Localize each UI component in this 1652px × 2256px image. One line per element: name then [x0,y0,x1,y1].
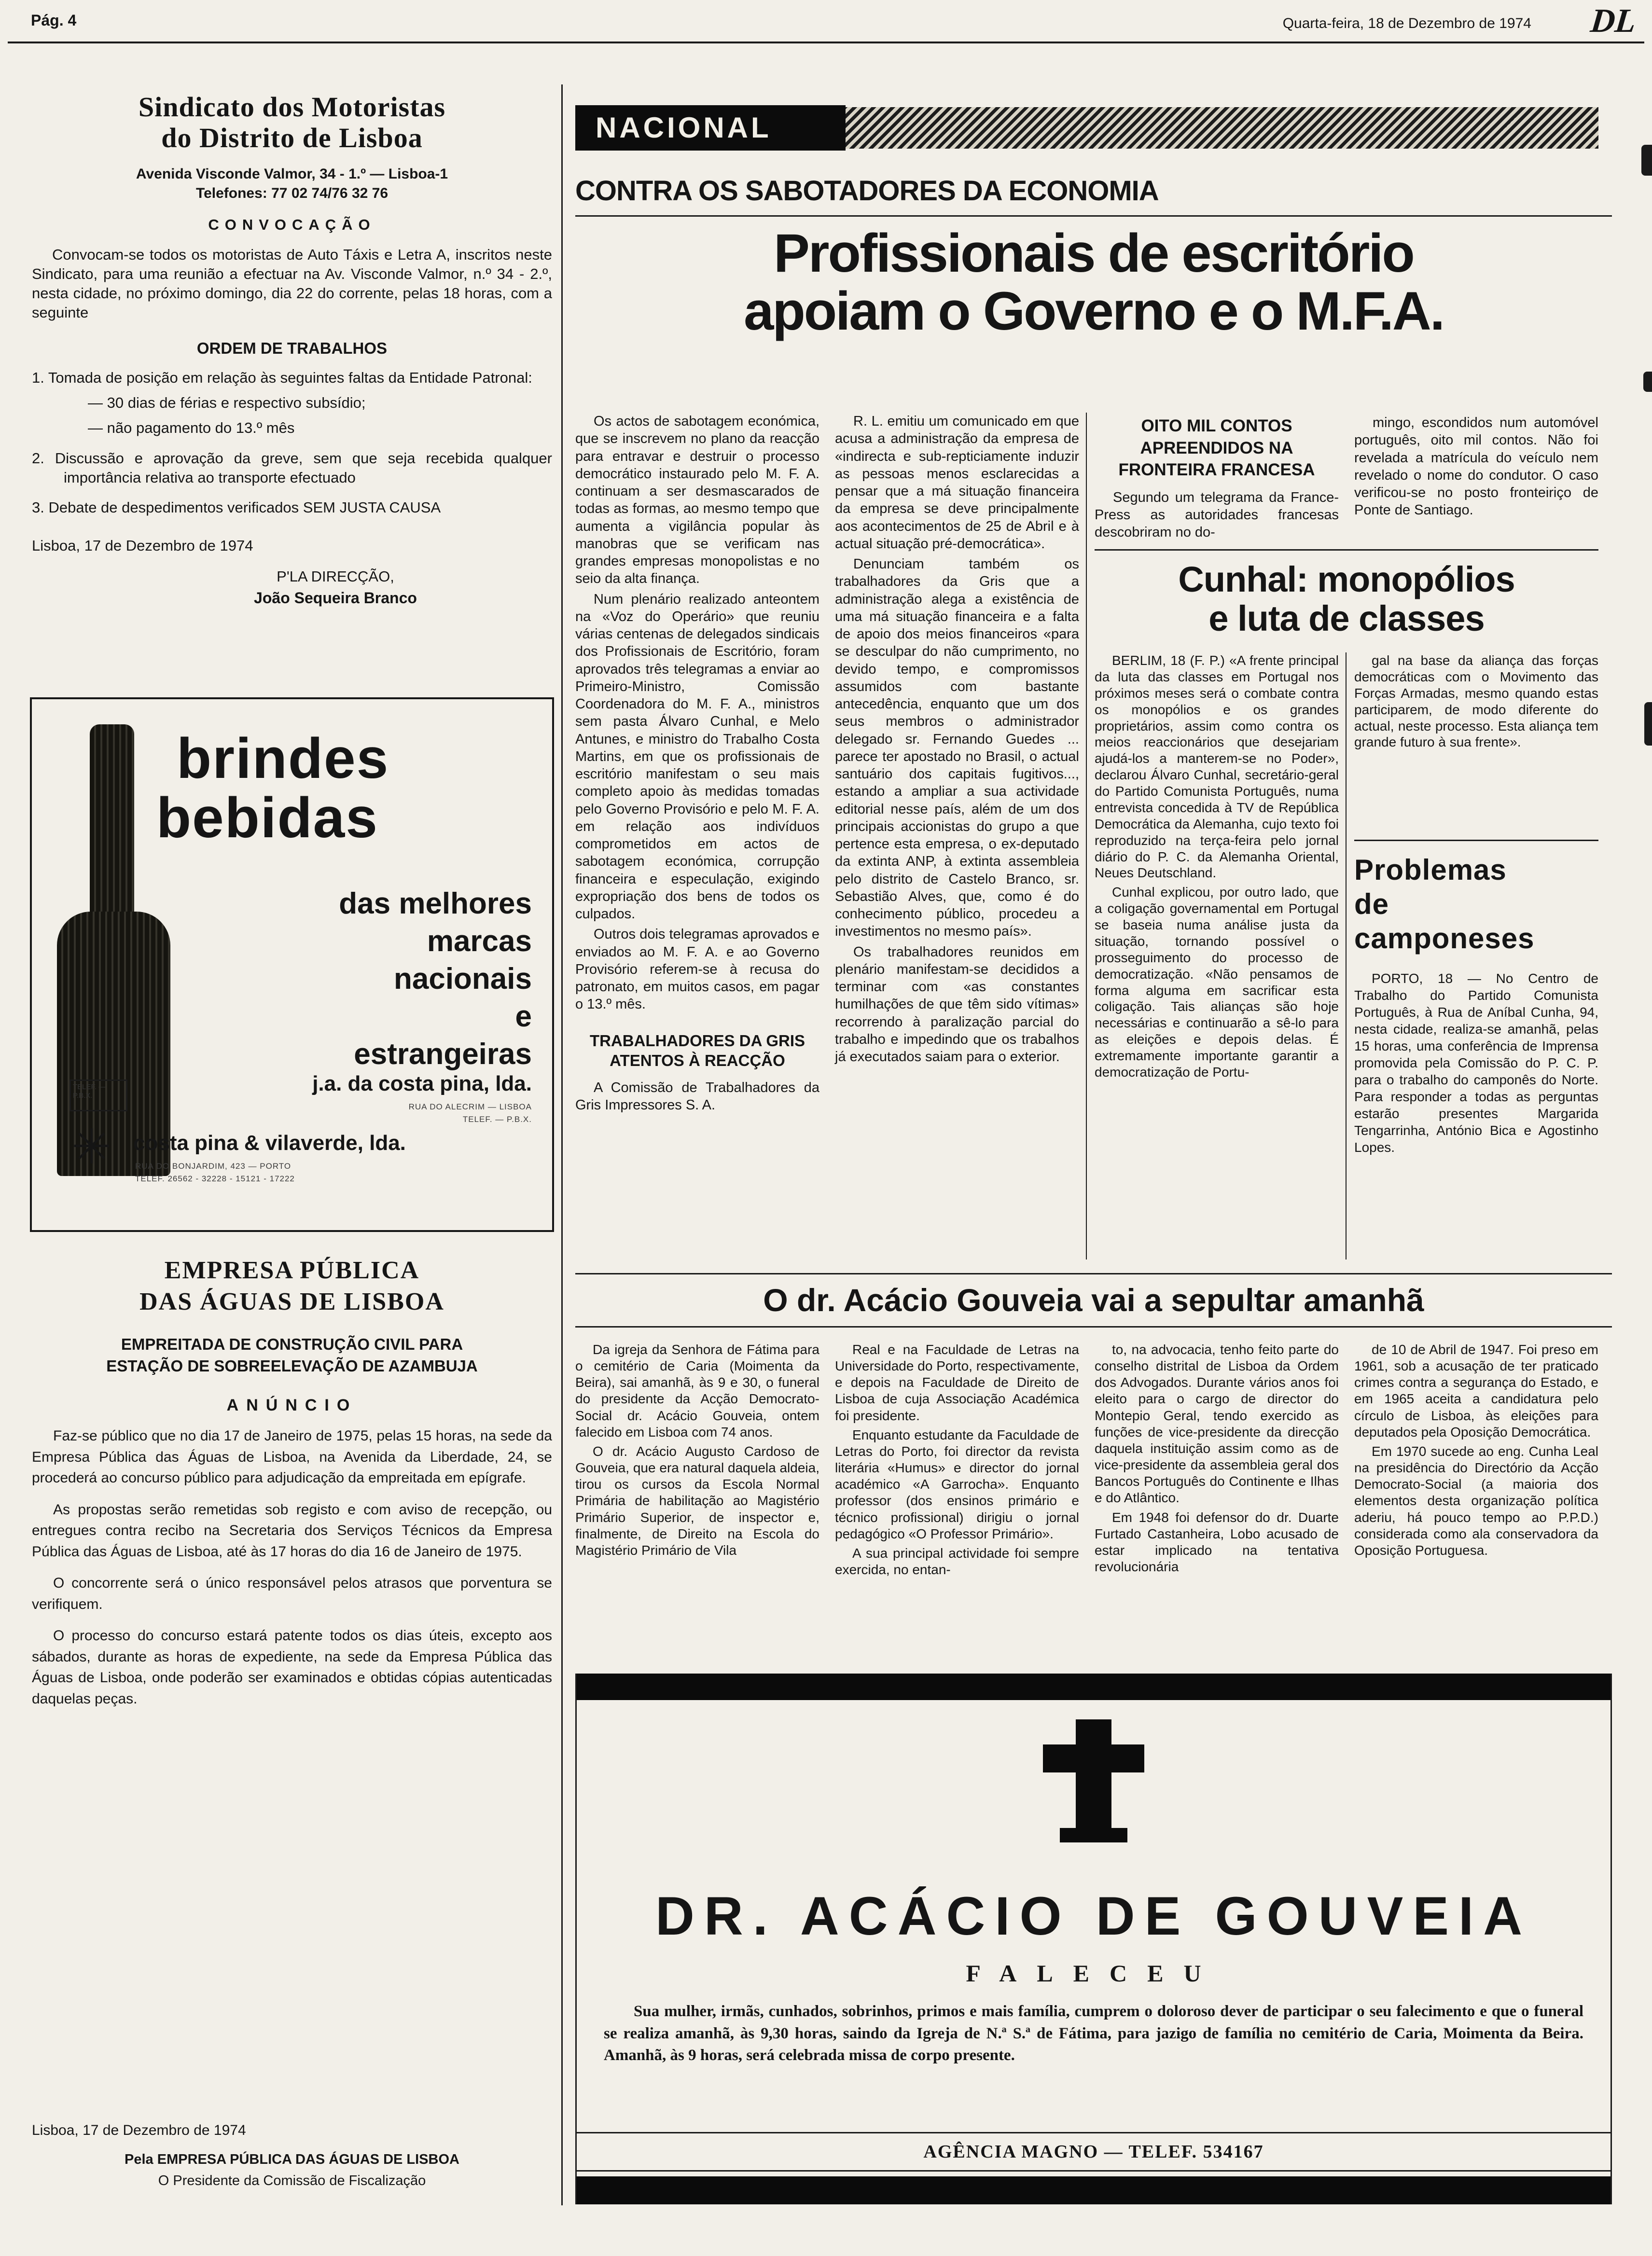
masthead-logo: DL [1588,2,1638,40]
article-paragraph: BERLIM, 18 (F. P.) «A frente principal da luta das classes em Portugal nos próximos meses será o combate contra os monopólios e os grandes proprietários, assim como contra os meios reaccionários que desejariam ajudá-los a manterem-se no Poder», declarou Álvaro Cunhal, secretário-geral do Partido Comunista Português, numa entrevista concedida à TV de República Democrática da Alemanha, cujo texto foi reproduzido na terça-feira pelo jornal diário do P. C. da Alemanha Oriental, Neues Deutschland. [1095,653,1339,881]
gouveia-column-2 [835,1342,1079,1578]
agenda-item: 2. Discussão e aprovação da greve, sem que seja recebida qualquer importância relativa ao transporte efectuado [32,449,552,486]
article-paragraph: Em 1948 foi defensor do dr. Duarte Furtado Castanheira, Lobo acusado de estar implicado na tentativa revolucionária [1095,1509,1339,1575]
ordem-trabalhos-heading: ORDEM DE TRABALHOS [196,339,388,357]
funeral-agency: AGÊNCIA MAGNO — TELEF. 534167 [577,2132,1610,2172]
oito-mil-continuation: mingo, escondidos num automóvel português, oito mil contos. Não foi revelada a matrícula do veículo nem revelado o nome do condutor. O caso verificou-se no posto fronteiriço de Ponte de Santiago. [1354,415,1598,518]
company1-logo [69,1080,127,1111]
problemas-heading-line: Problemas [1354,854,1507,886]
article-column-2 [835,413,1079,1066]
article-paragraph: gal na base da aliança das forças democráticas com o Movimento das Forças Armadas, mesmo quando estas participarem, de modo diferente do actual, neste processo. Esta aliança tem grande futuro à sua frente». [1354,653,1598,750]
empresa-title-line2: DAS ÁGUAS DE LISBOA [139,1288,444,1315]
gouveia-rule-bottom [575,1326,1612,1328]
article-paragraph: Num plenário realizado anteontem na «Voz do Operário» que reuniu várias centenas de delegados sindicais dos Profissionais de Escritório, foram aprovados três telegramas a enviar ao Primeiro-Ministro, Comissão Coordenadora do M. F. A., ministros sem pasta Álvaro Cunhal, e Melo Antunes, e ministro do Trabalho Costa Martins, em que os profissionais de escritório manifestam o seu mais completo apoio às medidas tomadas pelo Governo Provisório e pelo M. F. A. em relação aos indivíduos comprometidos em actos de sabotagem económica, corrupção financeira e especulação, exigindo expropriação dos bens de todos os culpados. [575,591,819,922]
article-paragraph: Cunhal explicou, por outro lado, que a coligação governamental em Portugal se baseia numa análise justa da situação, tornando possível o prosseguimento do processo de democratização. «Não pensamos de forma alguma em sacrificar esta coligação. Tais alianças são hoje necessárias e continuarão a sê-lo para as eleições e depois delas. É extremamente importante garantir a democratização de Portu- [1095,885,1339,1080]
gouveia-column-1 [575,1342,819,1559]
scan-artifact [1643,372,1652,392]
empresa-footer-line2: O Presidente da Comissão de Fiscalização [158,2173,426,2188]
header-rule [8,42,1644,43]
company2-address-line: RUA DO BONJARDIM, 423 — PORTO [135,1162,292,1171]
sindicato-title-line1: Sindicato dos Motoristas [138,91,446,123]
kicker-rule [575,215,1612,217]
anuncio-heading: ANÚNCIO [226,1396,358,1415]
convocacao-heading: CONVOCAÇÃO [208,216,376,233]
problemas-rule [1354,840,1598,841]
company2-name: costa pina & vilaverde, lda. [133,1131,406,1155]
gouveia-column-3 [1095,1342,1339,1575]
problemas-heading-line: camponeses [1354,922,1535,955]
cross-vertical [1076,1719,1111,1828]
obituary-bottom-bar [577,2176,1610,2204]
agenda-subitem: — 30 dias de férias e respectivo subsídio; [88,394,366,412]
sindicato-address: Avenida Visconde Valmor, 34 - 1.º — Lisboa-1 [136,166,448,182]
main-headline-line1: Profissionais de escritório [774,223,1414,283]
article-paragraph: Denunciam também os trabalhadores da Gris que a administração alega a existência de uma má situação financeira e a falta de apoio dos meios financeiros «para se desculpar do não cumprimento, no devido tempo, e compromissos assumidos com bastante antecedência, enquanto que um dos seus membros o administrador delegado sr. Fernando Guedes ... parece ter apostado no Brasil, o actual santuário dos capitais fugitivos..., estando a ampliar a sua actividade editorial nesse país, além de um dos principais accionistas do grupo a que pertence esta empresa, o ex-deputado da extinta ANP, à extinta assembleia pelo distrito de Castelo Branco, sr. Sebastião Alves, que, como é do conhecimento público, procedeu a investimentos no mesmo país». [835,556,1079,940]
article-paragraph: A sua principal actividade foi sempre exercida, no entan- [835,1545,1079,1578]
signature-label: P'LA DIRECÇÃO, [277,567,394,585]
article-paragraph: Os actos de sabotagem económica, que se inscrevem no plano da reacção para entravar e destruir o processo democrático instaurado pelo M. F. A. continuam a ser desmascarados de todas as formas, ao mesmo tempo que aumenta a vigilância popular às manobras que se verificam nas grandes empresas monopolistas e no seio da alta finança. [575,414,819,587]
scan-artifact [1644,702,1652,746]
gouveia-column-4 [1354,1342,1598,1559]
ad-tagline-line: estrangeiras [354,1038,532,1071]
cunhal-column-b [1354,652,1598,750]
cross-base [1060,1828,1127,1842]
obituary-text: Sua mulher, irmãs, cunhados, sobrinhos, primos e mais família, cumprem o doloroso dever de participar o seu falecimento e que o funeral se realiza amanhã, às 9,30 horas, saindo da Igreja de N.ª S.ª de Fátima, para jazigo de família no cemitério de Caria, Moimenta da Beira. Amanhã, às 9 horas, será celebrada missa de corpo presente. [604,2003,1583,2064]
ad-tagline-line: marcas [427,925,532,958]
sindicato-phones: Telefones: 77 02 74/76 32 76 [195,185,389,201]
section-banner [575,107,1598,149]
edition-date: Quarta-feira, 18 de Dezembro de 1974 [1282,15,1531,31]
empresa-subtitle-line: ESTAÇÃO DE SOBREELEVAÇÃO DE AZAMBUJA [106,1356,478,1375]
obituary-top-bar [577,1674,1610,1700]
article-paragraph: R. L. emitiu um comunicado em que acusa a administração da empresa de «indirecta e sub-repticiamente induzir as pessoas menos esclarecidas a pensar que a má situação financeira da empresa se deve principalmente aos acontecimentos de 25 de Abril e à actual situação pré-democrática». [835,414,1079,552]
signature-name: João Sequeira Branco [254,589,417,607]
company1-logo-text: TELEF. — P.B.X. [73,1083,106,1100]
gris-subhead-line: TRABALHADORES DA GRIS [589,1031,805,1050]
company2-address [135,1160,295,1185]
oito-mil-text: Segundo um telegrama da France-Press as autoridades francesas descobriram no do- [1095,489,1339,540]
ad-word-bebidas: bebidas [156,786,378,850]
article-paragraph: Outros dois telegramas aprovados e enviados ao M. F. A. e ao Governo Provisório referem-se à recusa do patronato, em muitos casos, em pagar o 13.º mês. [575,927,819,1012]
main-headline-line2: apoiam o Governo e o M.F.A. [744,281,1444,341]
gris-subhead [575,1031,819,1071]
column-divider [1086,413,1087,1259]
ad-word-brindes: brindes [177,727,389,790]
article-paragraph: Real e na Faculdade de Letras na Universidade do Porto, respectivamente, e depois na Faculdade de Direito de Lisboa de cuja Associação Académica foi presidente. [835,1342,1079,1423]
article-kicker: CONTRA OS SABOTADORES DA ECONOMIA [575,175,1159,207]
article-paragraph: to, na advocacia, tenho feito parte do conselho distrital de Lisboa da Ordem dos Advogados. Durante vários anos foi eleito para o cargo de director do Montepio Geral, tendo exercido as funções de vice-presidente da direcção daquela instituição assim como as de vice-presidente da assembleia geral dos Bancos Português do Continente e Ilhas e do Atlântico. [1095,1342,1339,1506]
company1-address-line: TELEF. — P.B.X. [462,1114,532,1124]
cross-horizontal [1043,1744,1144,1772]
cunhal-headline-line2: e luta de classes [1208,598,1485,639]
oito-mil-brief [1095,415,1339,541]
deceased-name: DR. ACÁCIO DE GOUVEIA [655,1886,1532,1946]
sindicato-title-line2: do Distrito de Lisboa [161,122,423,153]
empresa-aguas-notice [32,1255,552,2196]
flower-icon: ✳ [71,1119,112,1175]
page-number: Pág. 4 [31,12,77,29]
faleceu-label: FALECEU [966,1960,1222,1987]
notice-paragraph: O processo do concurso estará patente todos os dias úteis, excepto aos sábados, durante as horas de expediente, na sede da Empresa Pública das Águas de Lisboa, onde poderão ser examinados e obtidas cópias autenticadas daquelas peças. [32,1628,552,1707]
cunhal-headline-line1: Cunhal: monopólios [1178,559,1515,599]
problemas-body: PORTO, 18 — No Centro de Trabalho do Partido Comunista Português, à Rua de Aníbal Cunha, 94, nesta cidade, realiza-se amanhã, pelas 15 horas, uma conferência de Imprensa promovida pela Comissão do P. C. P. para o trabalho do camponês do Norte. Para responder a todas as perguntas estarão presentes Margarida Tengarrinha, António Bica e Agostinho Lopes. [1354,971,1598,1155]
bottle-icon [90,724,134,927]
convocacao-intro: Convocam-se todos os motoristas de Auto Táxis e Letra A, inscritos neste Sindicato, para uma reunião a efectuar na Av. Visconde Valmor, n.º 34 - 2.º, nesta cidade, no próximo domingo, dia 22 do corrente, pelas 18 horas, com a seguinte [32,246,552,321]
column-divider [1346,652,1347,1259]
ad-tagline [339,885,532,1074]
gouveia-headline: O dr. Acácio Gouveia vai a sepultar amanhã [763,1282,1424,1318]
agenda-item: 1. Tomada de posição em relação às seguintes faltas da Entidade Patronal: [32,369,532,386]
company2-address-line: TELEF. 26562 - 32228 - 15121 - 17222 [135,1174,295,1183]
article-paragraph: Em 1970 sucede ao eng. Cunha Leal na presidência do Directório da Acção Democrato-Social (a maioria dos elementos desta organização política aderiu, há pouco tempo ao P.P.D.) considerada como ala conservadora da Oposição Portuguesa. [1354,1443,1598,1558]
gris-subhead-line: ATENTOS À REACÇÃO [610,1051,785,1069]
article-paragraph: Enquanto estudante da Faculdade de Letras do Porto, foi director da revista literária «Humus» e director do jornal académico «A Garrocha». Enquanto professor (dos ensinos primário e técnico profissional) dirigiu o jornal pedagógico «O Professor Primário». [835,1427,1079,1541]
cunhal-column-a [1095,652,1339,1080]
sindicato-notice [32,92,552,607]
company1-name: j.a. da costa pina, lda. [312,1072,532,1095]
beverages-advertisement [30,697,554,1232]
ad-tagline-line: nacionais [394,962,532,996]
agenda-subitem: — não pagamento do 13.º mês [88,419,295,437]
cunhal-headline [1095,560,1598,638]
empresa-footer-line1: Pela EMPRESA PÚBLICA DAS ÁGUAS DE LISBOA [125,2152,459,2167]
article-column-1 [575,413,819,1114]
company1-address [409,1101,532,1125]
article-paragraph: Da igreja da Senhora de Fátima para o cemitério de Caria (Moimenta da Beira), sai amanhã, às 9 e 30, o funeral do presidente da Acção Democrato-Social dr. Acácio Gouveia, ontem falecido em Lisboa com 74 anos. [575,1342,819,1439]
notice-paragraph: As propostas serão remetidas sob registo e com aviso de recepção, ou entregues contra recibo na Secretaria dos Serviços Técnicos da Empresa Pública das Águas de Lisboa, até às 17 horas do dia 16 de Janeiro de 1975. [32,1501,552,1560]
notice-paragraph: O concorrente será o único responsável pelos atrasos que porventura se verifiquem. [32,1575,552,1612]
ad-tagline-line: das melhores [339,887,532,920]
oito-mil-heading: OITO MIL CONTOS APREENDIDOS NA FRONTEIRA FRANCESA [1118,416,1315,479]
article-paragraph: O dr. Acácio Augusto Cardoso de Gouveia, que era natural daquela aldeia, tirou os cursos da Escola Normal Primária de habilitação ao Magistério Primário Superior, de inspector e, finalmente, de Direito na Escola do Magistério Primário de Vila [575,1443,819,1558]
ad-tagline-line: e [515,1000,532,1034]
article-paragraph: Os trabalhadores reunidos em plenário manifestam-se decididos a terminar com «as constantes humilhações de que têm sido vítimas» recorrendo à paralização parcial do trabalho e impedindo que os trabalhos já executados saiam para o exterior. [835,944,1079,1065]
scan-artifact [1641,145,1652,176]
empresa-title-line1: EMPRESA PÚBLICA [164,1257,420,1284]
problemas-heading-line: de [1354,887,1389,920]
company1-address-line: RUA DO ALECRIM — LISBOA [408,1102,532,1111]
problemas-article [1354,853,1598,1156]
sindicato-dateline: Lisboa, 17 de Dezembro de 1974 [32,537,253,554]
article-paragraph: A Comissão de Trabalhadores da Gris Impressores S. A. [575,1080,819,1113]
gouveia-rule-top [575,1273,1612,1274]
empresa-subtitle [32,1334,552,1377]
empresa-dateline: Lisboa, 17 de Dezembro de 1974 [32,2122,246,2138]
agenda-item: 3. Debate de despedimentos verificados SEM JUSTA CAUSA [32,499,441,516]
notice-paragraph: Faz-se público que no dia 17 de Janeiro de 1975, pelas 15 horas, na sede da Empresa Pública das Águas de Lisboa, na Avenida da Liberdade, 24, se procederá ao concurso público para adjudicação da empreitada em epígrafe. [32,1428,552,1486]
cross-icon [1043,1719,1144,1842]
cunhal-rule [1095,549,1598,551]
empresa-subtitle-line: EMPREITADA DE CONSTRUÇÃO CIVIL PARA [121,1335,463,1353]
article-paragraph: de 10 de Abril de 1947. Foi preso em 1961, sob a acusação de ter praticado crimes contra a segurança do Estado, e em 1965 aceita a candidatura pelo círculo de Lisboa, às eleições para deputados pela Oposição Democrática. [1354,1342,1598,1439]
column-divider-main [561,84,563,2205]
problemas-heading [1354,853,1598,955]
obituary-box [575,1674,1612,2204]
section-banner-label: NACIONAL [575,105,846,151]
